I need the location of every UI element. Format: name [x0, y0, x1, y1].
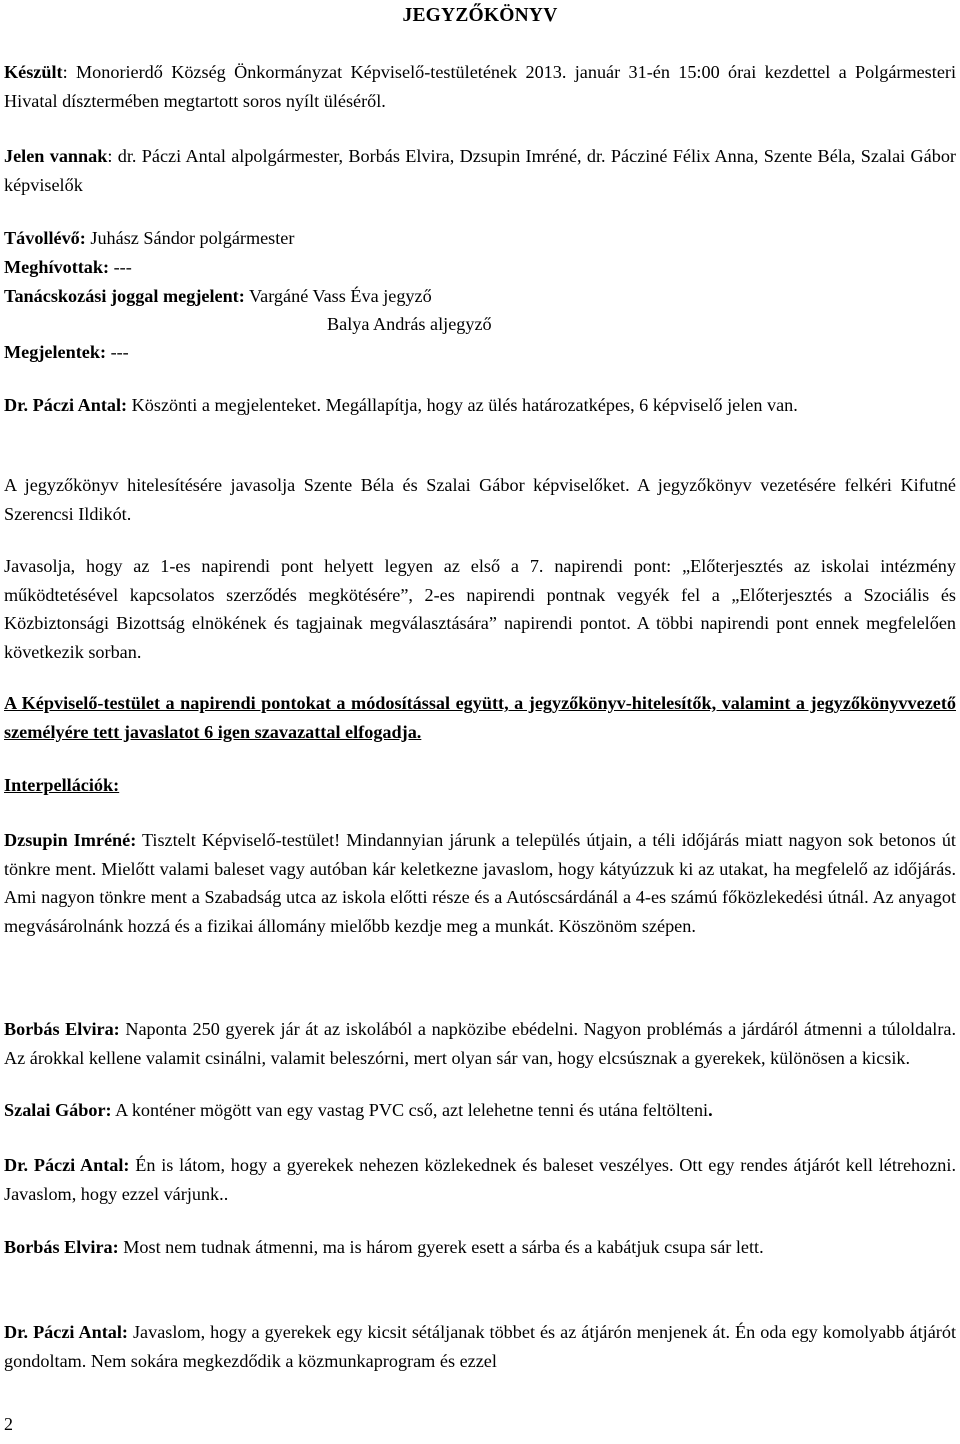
advisory-text: Vargáné Vass Éva jegyző [244, 286, 432, 306]
invited-label: Meghívottak: [4, 257, 110, 277]
speaker-name: Borbás Elvira: [4, 1019, 120, 1039]
page-number: 2 [4, 1414, 13, 1434]
speaker-name: Dr. Páczi Antal: [4, 1322, 128, 1342]
paragraph-text: Javaslom, hogy a gyerekek egy kicsit sétáljanak többet és az átjárón menjenek át. Én oda egy komolyabb átjárót gondoltam. Nem sokára megkezdődik a közmunkaprogram és ezzel [4, 1322, 957, 1371]
paragraph-end-mark: . [708, 1100, 713, 1120]
keszult-paragraph [4, 58, 956, 115]
paragraph-text: A jegyzőkönyv hitelesítésére javasolja Szente Béla és Szalai Gábor képviselőket. A jegyzőkönyv vezetésére felkéri Kifutné Szerencsi Ildikót. [4, 475, 956, 524]
absent-label: Távollévő: [4, 228, 86, 248]
paragraph-text: Naponta 250 gyerek jár át az iskolából a napközibe ebédelni. Nagyon problémás a járdáról átmenni a túloldalra. Az árokkal kellene valamit csinálni, valamit beleszórni, mert olyan sár van, hogy elcsúsznak a gyerekek, különösen a kicsik. [4, 1019, 956, 1068]
paragraph-szalai [4, 1096, 956, 1125]
paragraph-text: Javasolja, hogy az 1-es napirendi pont helyett legyen az első a 7. napirendi pont: „Előterjesztés az iskolai intézmény működtetésével kapcsolatos szerződés megkötésére”, 2-es napirendi pontnak vegyék fel a „Előterjesztés a Szociális és Közbiztonsági Bizottság elnökének és tagjainak megválasztására” napirendi pontot. A többi napirendi pont ennek megfelelően következik sorban. [4, 556, 956, 662]
paragraph-dzsupin [4, 826, 956, 940]
resolution-text: A Képviselő-testület a napirendi pontokat a módosítással együtt, a jegyzőkönyv-hitelesítők, valamint a jegyzőkönyvvezető személyére tett javaslatot 6 igen szavazattal elfogadja. [4, 693, 956, 742]
speaker-name: Dzsupin Imréné: [4, 830, 137, 850]
attendees-label: Jelen vannak [4, 146, 108, 166]
attendees-text: : dr. Páczi Antal alpolgármester, Borbás Elvira, Dzsupin Imréné, dr. Pácziné Félix Anna, Szente Béla, Szalai Gábor képviselők [4, 146, 956, 195]
advisory-label: Tanácskozási joggal megjelent: [4, 286, 245, 306]
advisory-line-2 [327, 310, 927, 339]
paragraph-text: Most nem tudnak átmenni, ma is három gyerek esett a sárba és a kabátjuk csupa sár lett. [118, 1237, 764, 1257]
advisory-text-2: Balya András aljegyző [327, 314, 492, 334]
paragraph-text: A konténer mögött van egy vastag PVC cső, azt lelehetne tenni és utána feltölteni [111, 1100, 709, 1120]
paragraph-text: Én is látom, hogy a gyerekek nehezen közlekednek és baleset veszélyes. Ott egy rendes átjárót kell létrehozni. Javaslom, hogy ezzel várjunk.. [4, 1155, 956, 1204]
speaker-name: Borbás Elvira: [4, 1237, 119, 1257]
paragraph-text: Tisztelt Képviselő-testület! Mindannyian járunk a település útjain, a téli időjárás miatt nagyon sok betonos út tönkre ment. Mielőtt valami baleset vagy autóban kár keletkezne javaslom, hogy kátyúzzuk ki az utakat, ha megfelelő az időjárás. Ami nagyon tönkre ment a Szabadság utca az iskola előtti része és a Autóscsárdánál a 4-es számú főközlekedési útnál. Az anyagot megvásárolnánk hozzá és a fizikai állomány mielőbb kezdje meg a munkát. Köszönöm szépen. [4, 830, 956, 936]
keszult-text: : Monorierdő Község Önkormányzat Képviselő-testületének 2013. január 31-én 15:00 órai kezdettel a Polgármesteri Hivatal dísztermében megtartott soros nyílt üléséről. [4, 62, 956, 111]
present-line [4, 338, 956, 367]
document-title: JEGYZŐKÖNYV [402, 5, 558, 26]
paragraph-paczi-3 [4, 1318, 956, 1375]
paragraph-text: Köszönti a megjelenteket. Megállapítja, hogy az ülés határozatképes, 6 képviselő jelen van. [127, 395, 798, 415]
paragraph-paczi-2 [4, 1151, 956, 1208]
paragraph-borbas-2 [4, 1233, 956, 1262]
attendees-paragraph [4, 142, 956, 199]
speaker-name: Dr. Páczi Antal: [4, 1155, 130, 1175]
interpellations-label: Interpellációk: [4, 775, 120, 795]
absent-text: Juhász Sándor polgármester [85, 228, 295, 248]
present-label: Megjelentek: [4, 342, 107, 362]
paragraph-borbas-1 [4, 1015, 956, 1072]
speaker-name: Dr. Páczi Antal: [4, 395, 128, 415]
paragraph-minutes-authentication [4, 471, 956, 528]
interpellations-heading [4, 771, 956, 800]
invited-text: --- [109, 257, 132, 277]
present-text: --- [106, 342, 129, 362]
speaker-name: Szalai Gábor: [4, 1100, 112, 1120]
resolution-paragraph [4, 689, 956, 746]
keszult-label: Készült [4, 62, 63, 82]
absent-line [4, 224, 956, 253]
paragraph-opening [4, 391, 956, 420]
invited-line [4, 253, 956, 282]
paragraph-agenda-proposal [4, 552, 956, 666]
advisory-line [4, 282, 956, 311]
